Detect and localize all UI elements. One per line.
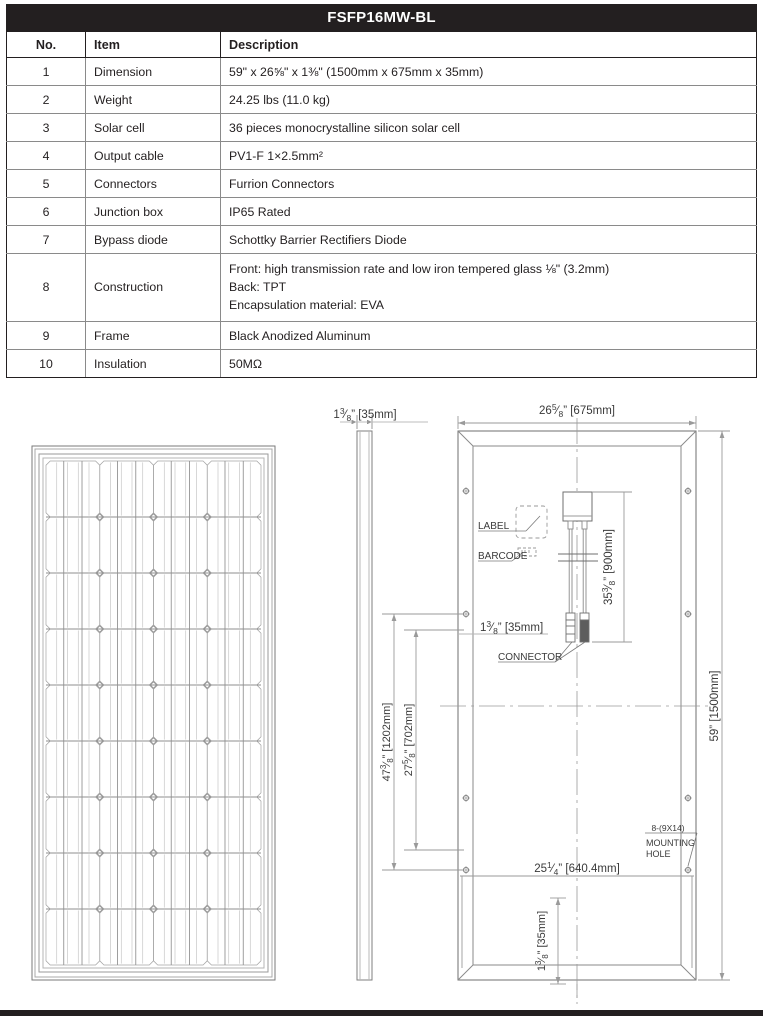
cell-item: Junction box [86,198,221,226]
page-title: FSFP16MW-BL [6,4,757,32]
footer-rule [0,1010,763,1016]
table-row [7,226,757,254]
dim-left-outer [382,614,464,870]
cell-item: Connectors [86,170,221,198]
cell-item: Solar cell [86,114,221,142]
table-row [7,322,757,350]
dim-label-bottom-width: $25^1⁄_4$” [640.4mm] [534,860,620,877]
column-header-no: No. [7,32,86,58]
callout-label-text: LABEL [478,521,510,532]
output-cables [558,521,598,630]
table-row [7,86,757,114]
cell-no: 1 [7,58,86,86]
table-header-row [7,32,757,58]
cell-description: PV1-F 1×2.5mm² [221,142,757,170]
cell-description: Schottky Barrier Rectifiers Diode [221,226,757,254]
dim-label-bottom-height: $1^3⁄_8$” [35mm] [534,910,550,972]
callout-barcode-text: BARCODE [478,551,528,562]
cell-item: Bypass diode [86,226,221,254]
cell-description: IP65 Rated [221,198,757,226]
specification-table [6,32,757,378]
cell-no: 2 [7,86,86,114]
cell-no: 9 [7,322,86,350]
technical-drawings [0,398,763,1016]
cell-no: 7 [7,226,86,254]
cell-description: 36 pieces monocrystalline silicon solar cell [221,114,757,142]
spec-table-panel [6,4,757,378]
cell-item: Frame [86,322,221,350]
mounting-hole-spec-text: 8-(9X14) [651,823,685,833]
column-header-description: Description [221,32,757,58]
table-row [7,114,757,142]
cell-item: Insulation [86,350,221,378]
table-row [7,198,757,226]
cell-item: Construction [86,254,221,322]
cell-description: 50MΩ [221,350,757,378]
label-box [516,506,547,538]
table-row [7,142,757,170]
mounting-hole-label-line1: MOUNTING [646,838,695,848]
cell-description: Black Anodized Aluminum [221,322,757,350]
cell-no: 5 [7,170,86,198]
cell-no: 3 [7,114,86,142]
junction-box [563,492,592,521]
dim-label-cable-length: $35^3⁄_8$” [900mm] [600,529,617,605]
cell-description: Furrion Connectors [221,170,757,198]
cell-description: 24.25 lbs (11.0 kg) [221,86,757,114]
cell-description: 59" x 26⅝" x 1⅜" (1500mm x 675mm x 35mm) [221,58,757,86]
cell-item: Weight [86,86,221,114]
connector-plugs [566,613,589,642]
table-body [7,58,757,378]
dim-bottom-height [550,898,566,984]
solar-panel-side-profile [357,431,372,980]
table-row [7,254,757,322]
table-row [7,350,757,378]
cell-item: Output cable [86,142,221,170]
callout-connector-text: CONNECTOR [498,652,563,663]
dim-label-back-width: $26^5⁄_8$” [675mm] [539,402,615,419]
table-row [7,170,757,198]
dim-label-left-outer: $47^3⁄_8$” [1202mm] [379,702,395,782]
mounting-hole-label-line2: HOLE [646,849,671,859]
table-row [7,58,757,86]
cell-no: 6 [7,198,86,226]
cell-description: Front: high transmission rate and low iron tempered glass ⅛" (3.2mm) Back: TPT Encapsulation material: EVA [221,254,757,322]
cell-no: 8 [7,254,86,322]
dim-label-left-inner: $27^5⁄_8$” [702mm] [401,703,417,777]
solar-panel-front-view [32,446,275,980]
dim-label-back-height: 59” [1500mm] [709,670,721,742]
dim-label-frame-inset: $1^3⁄_8$” [35mm] [480,619,544,636]
column-header-item: Item [86,32,221,58]
cell-item: Dimension [86,58,221,86]
solar-cell-grid [46,461,261,965]
cell-no: 4 [7,142,86,170]
cell-no: 10 [7,350,86,378]
dim-label-side-thickness: $1^3⁄_8$” [35mm] [333,406,397,423]
